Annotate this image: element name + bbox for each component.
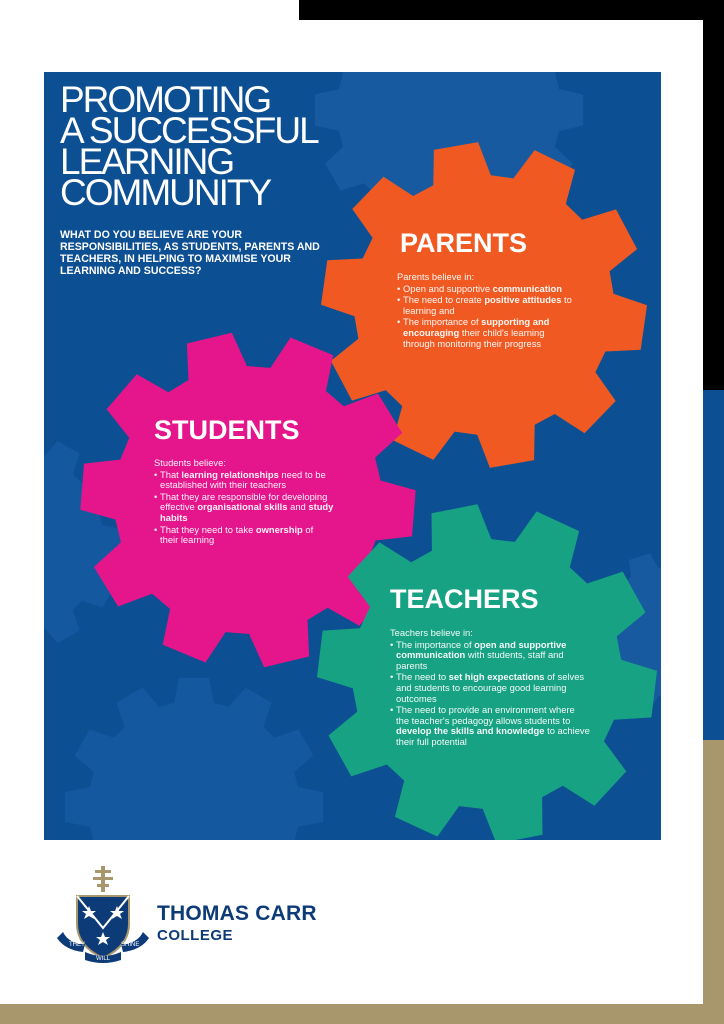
item-text: with students, staff and parents (396, 649, 564, 671)
emphasis-text: set high expectations (448, 671, 545, 683)
teachers-item (390, 672, 590, 704)
title-line: LEARNING (60, 141, 234, 182)
side-bar-black (703, 20, 724, 390)
parents-intro: Parents believe in: (397, 271, 475, 282)
teachers-heading: TEACHERS (390, 584, 539, 614)
motto-word: SHINE (121, 942, 140, 948)
college-name: THOMAS CARR (157, 902, 317, 925)
students-list (154, 470, 334, 546)
item-text: their child's learning through monitoring their progress (403, 326, 545, 349)
emphasis-text: open and supportive communication (396, 638, 567, 661)
item-text: and (287, 501, 309, 513)
students-body (154, 458, 334, 547)
teachers-item (390, 705, 590, 747)
motto-word: WILL (96, 956, 111, 962)
emphasis-text: organisational skills (197, 501, 288, 513)
poster-subtitle: WHAT DO YOU BELIEVE ARE YOUR RESPONSIBILITIES, AS STUDENTS, PARENTS AND TEACHERS, IN HELPING TO MAXIMISE YOUR LEARNING AND SUCCESS? (60, 229, 320, 277)
parents-item (397, 295, 577, 316)
teachers-body (390, 628, 590, 749)
item-text: of their learning (160, 523, 314, 546)
students-item (154, 470, 334, 491)
parents-list (397, 284, 577, 350)
item-text: Open and supportive (403, 282, 493, 294)
side-bar-blue (703, 390, 724, 740)
students-intro: Students believe: (154, 457, 226, 468)
emphasis-text: positive attitudes (484, 294, 562, 306)
item-text: That they are responsible for developing effective (160, 490, 328, 513)
emphasis-text: study habits (160, 501, 334, 523)
item-text: to achieve their full potential (396, 725, 590, 747)
students-heading: STUDENTS (154, 415, 300, 445)
teachers-list (390, 640, 590, 748)
teachers-item (390, 640, 590, 672)
item-text: need to be established with their teachers (160, 468, 326, 491)
students-item (154, 525, 334, 546)
item-text: The need to create (403, 294, 485, 306)
side-bar-gold (703, 740, 724, 1024)
emphasis-text: ownership (255, 523, 303, 535)
parents-item (397, 317, 577, 349)
item-text: of selves and students to encourage good learning outcomes (396, 671, 585, 704)
title-line: A SUCCESSFUL (60, 110, 318, 151)
college-crest-icon (55, 866, 151, 966)
item-text: That (160, 468, 182, 480)
parents-heading: PARENTS (400, 228, 528, 258)
item-text: The need to provide an environment where the teacher's pedagogy allows students to (396, 704, 575, 726)
emphasis-text: communication (492, 282, 562, 294)
title-line: COMMUNITY (60, 172, 271, 213)
college-subname: COLLEGE (157, 927, 234, 944)
parents-body (397, 272, 577, 350)
title-line: PROMOTING (60, 79, 271, 120)
poster-title (60, 79, 318, 213)
students-item (154, 492, 334, 524)
parents-item (397, 284, 577, 295)
poster (44, 72, 661, 840)
item-text: to learning and (403, 294, 572, 316)
item-text: The need to (396, 671, 449, 683)
teachers-intro: Teachers believe in: (390, 627, 473, 638)
corner-frame-black (299, 0, 724, 20)
emphasis-text: learning relationships (181, 468, 279, 480)
item-text: The importance of (396, 638, 475, 650)
item-text: That they need to take (160, 523, 256, 535)
emphasis-text: supporting and encouraging (403, 316, 550, 338)
motto-word: THEY (69, 942, 86, 948)
item-text: The importance of (403, 316, 482, 328)
emphasis-text: develop the skills and knowledge (396, 725, 545, 737)
bottom-bar-gold (0, 1004, 724, 1024)
